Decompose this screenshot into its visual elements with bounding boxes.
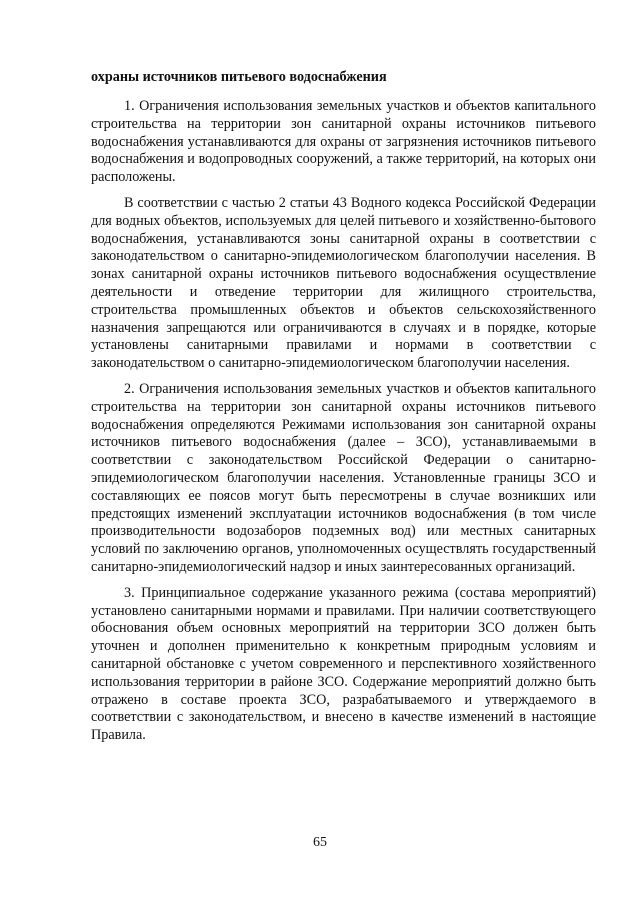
page-number: 65 bbox=[313, 835, 327, 850]
paragraph-1: 1. Ограничения использования земельных участков и объектов капитального строительства на территории зон санитарной охраны источников питьевого водоснабжения устанавливаются для охраны от загрязнения источников питьевого водоснабжения и водопроводных сооружений, а также территорий, на которых они расположены. bbox=[91, 98, 596, 186]
paragraph-3: 2. Ограничения использования земельных участков и объектов капитального строительства на территории зон санитарной охраны источников питьевого водоснабжения определяются Режимами использования зон санитарной охраны источников питьевого водоснабжения (далее – ЗСО), устанавливаемыми в соответствии с законодательством Российской Федерации о санитарно-эпидемиологическом благополучии населения. Установленные границы ЗСО и составляющих ее поясов могут быть пересмотрены в случае возникших или предстоящих изменений эксплуатации источников водоснабжения (в том числе производительности водозаборов подземных вод) или местных санитарных условий по заключению органов, уполномоченных осуществлять государственный санитарно-эпидемиологический надзор и иных заинтересованных организаций. bbox=[91, 380, 596, 575]
paragraph-2: В соответствии с частью 2 статьи 43 Водного кодекса Российской Федерации для водных объектов, используемых для целей питьевого и хозяйственно-бытового водоснабжения, устанавливаются зоны санитарной охраны в соответствии с законодательством о санитарно-эпидемиологическом благополучии населения. В зонах санитарной охраны источников питьевого водоснабжения осуществление деятельности и отведение территории для жилищного строительства, строительства промышленных объектов и объектов сельскохозяйственного назначения запрещаются или ограничиваются в случаях и в порядке, которые установлены санитарными правилами и нормами в соответствии с законодательством о санитарно-эпидемиологическом благополучии населения. bbox=[91, 194, 596, 372]
body-text bbox=[91, 98, 596, 753]
section-heading: охраны источников питьевого водоснабжения bbox=[91, 69, 387, 85]
paragraph-4: 3. Принципиальное содержание указанного режима (состава мероприятий) установлено санитарными нормами и правилами. При наличии соответствующего обоснования объем основных мероприятий на территории ЗСО должен быть уточнен и дополнен применительно к конкретным природным условиям и санитарной обстановке с учетом современного и перспективного хозяйственного использования территории в районе ЗСО. Содержание мероприятий должно быть отражено в составе проекта ЗСО, разрабатываемого и утверждаемого в соответствии с законодательством, и внесено в качестве изменений в настоящие Правила. bbox=[91, 584, 596, 744]
